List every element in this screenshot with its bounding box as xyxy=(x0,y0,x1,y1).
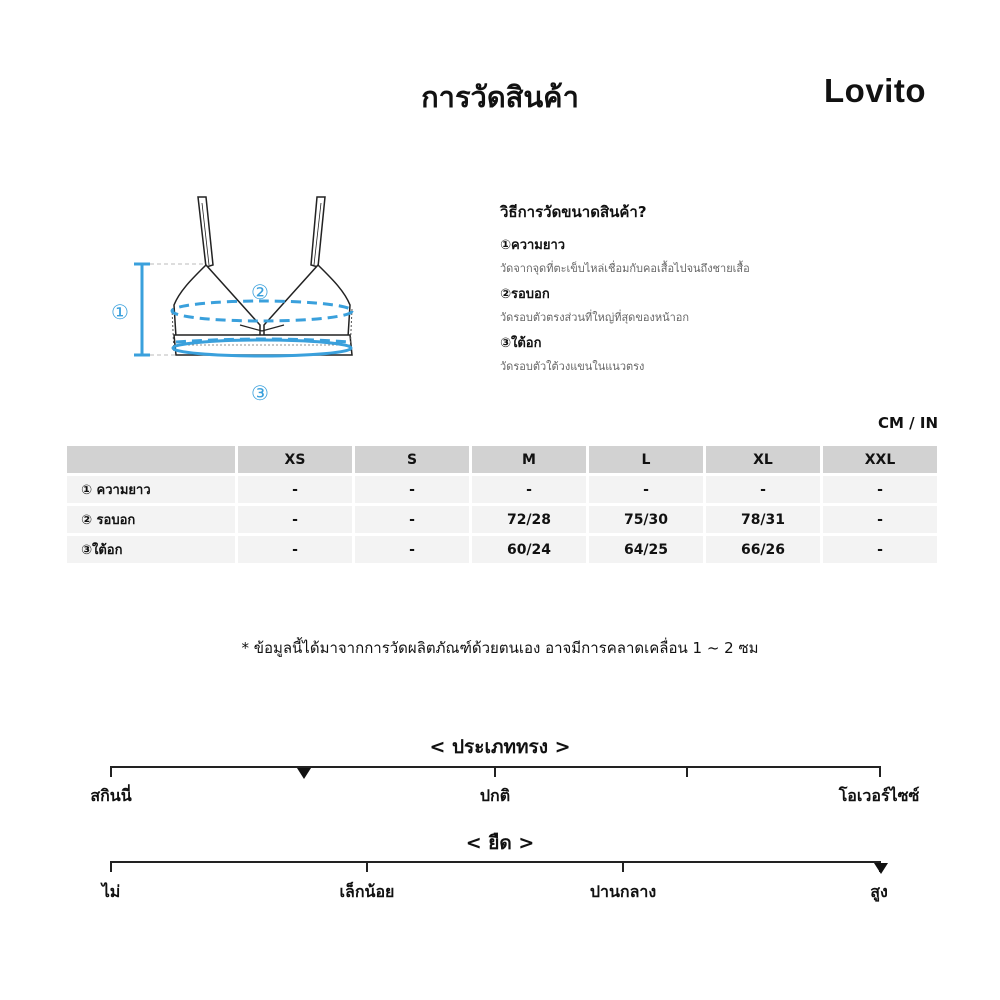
stretch-scale-tick xyxy=(622,861,624,872)
table-cell: 78/31 xyxy=(706,506,820,533)
diagram-label-length: ① xyxy=(111,300,129,324)
stretch-label-medium: ปานกลาง xyxy=(589,882,657,901)
size-header-s: S xyxy=(355,446,469,473)
fit-scale-tick xyxy=(686,766,688,777)
row-label-length: ① ความยาว xyxy=(67,476,235,503)
row-label-underbust: ③ใต้อก xyxy=(67,536,235,563)
instruction-length-title: ①ความยาว xyxy=(500,238,566,253)
table-row xyxy=(67,476,937,503)
table-cell: - xyxy=(238,536,352,563)
fit-scale-marker-icon xyxy=(297,768,311,779)
fit-label-regular: ปกติ xyxy=(479,786,511,805)
table-cell: - xyxy=(823,536,937,563)
instruction-underbust-title: ③ใต้อก xyxy=(500,336,542,351)
table-cell: 60/24 xyxy=(472,536,586,563)
size-table-header-row xyxy=(67,446,937,473)
table-cell: - xyxy=(238,476,352,503)
stretch-scale-title: < ยืด > xyxy=(465,832,535,854)
measurement-instructions xyxy=(500,200,940,381)
stretch-label-none: ไม่ xyxy=(101,882,121,901)
size-table xyxy=(64,443,940,566)
stretch-scale-tick xyxy=(110,861,112,872)
stretch-scale-tick xyxy=(366,861,368,872)
stretch-scale-line xyxy=(111,861,881,863)
table-cell: - xyxy=(823,476,937,503)
page-title: การวัดสินค้า xyxy=(421,80,579,114)
table-cell: - xyxy=(355,536,469,563)
units-label: CM / IN xyxy=(878,414,938,432)
bra-measurement-diagram xyxy=(90,185,380,410)
measurement-disclaimer: * ข้อมูลนี้ได้มาจากการวัดผลิตภัณฑ์ด้วยตนเอง อาจมีการคลาดเคลื่อน 1 ~ 2 ซม xyxy=(241,639,759,657)
fit-scale-tick xyxy=(879,766,881,777)
table-row xyxy=(67,536,937,563)
instruction-bust-desc: วัดรอบตัวตรงส่วนที่ใหญ่ที่สุดของหน้าอก xyxy=(500,311,690,324)
fit-scale-title: < ประเภททรง > xyxy=(429,736,571,758)
stretch-scale-marker-icon xyxy=(874,863,888,874)
table-cell: - xyxy=(706,476,820,503)
table-cell: - xyxy=(355,476,469,503)
fit-label-skinny: สกินนี่ xyxy=(90,786,132,805)
brand-logo: Lovito xyxy=(824,72,926,109)
row-label-bust: ② รอบอก xyxy=(67,506,235,533)
fit-scale-line xyxy=(111,766,881,768)
table-corner-cell xyxy=(67,446,235,473)
table-cell: 72/28 xyxy=(472,506,586,533)
stretch-label-high: สูง xyxy=(870,882,888,901)
diagram-label-underbust: ③ xyxy=(251,381,269,405)
fit-scale-tick xyxy=(494,766,496,777)
diagram-label-bust: ② xyxy=(251,280,269,304)
instruction-length-desc: วัดจากจุดที่ตะเข็บไหล่เชื่อมกับคอเสื้อไปจนถึงชายเสื้อ xyxy=(500,262,750,275)
fit-scale-tick xyxy=(110,766,112,777)
instruction-underbust-desc: วัดรอบตัวใต้วงแขนในแนวตรง xyxy=(500,360,645,373)
table-cell: - xyxy=(238,506,352,533)
size-header-xl: XL xyxy=(706,446,820,473)
size-header-xs: XS xyxy=(238,446,352,473)
table-cell: - xyxy=(589,476,703,503)
table-cell: 66/26 xyxy=(706,536,820,563)
size-header-xxl: XXL xyxy=(823,446,937,473)
table-cell: 75/30 xyxy=(589,506,703,533)
fit-label-oversize: โอเวอร์ไซซ์ xyxy=(838,786,920,805)
size-header-l: L xyxy=(589,446,703,473)
table-cell: - xyxy=(472,476,586,503)
stretch-label-slight: เล็กน้อย xyxy=(339,882,395,901)
table-cell: - xyxy=(355,506,469,533)
size-header-m: M xyxy=(472,446,586,473)
instruction-bust-title: ②รอบอก xyxy=(500,287,550,302)
table-cell: 64/25 xyxy=(589,536,703,563)
instructions-heading: วิธีการวัดขนาดสินค้า? xyxy=(500,203,647,221)
table-row xyxy=(67,506,937,533)
table-cell: - xyxy=(823,506,937,533)
